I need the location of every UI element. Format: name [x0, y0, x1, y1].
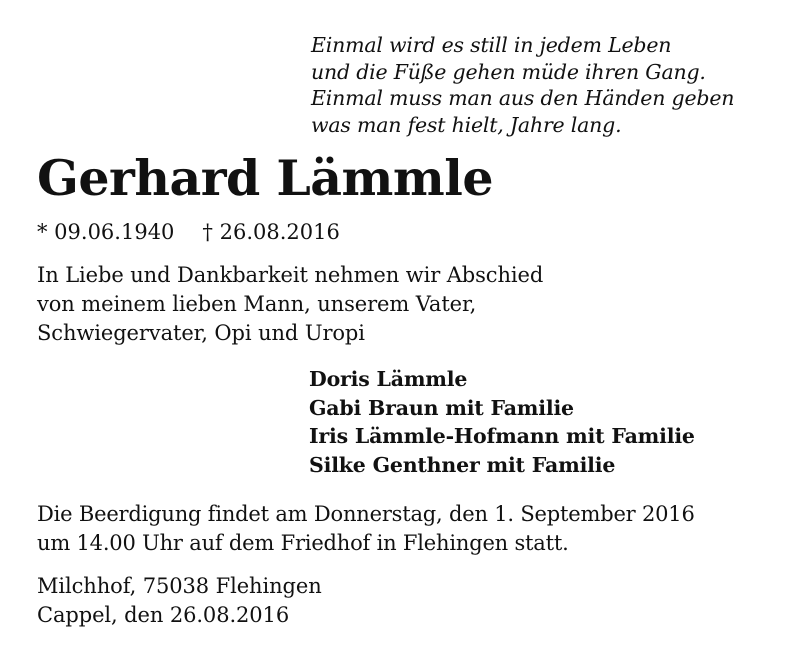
mourners-list	[309, 365, 695, 479]
mourner-name: Iris Lämmle-Hofmann mit Familie	[309, 424, 695, 448]
funeral-notice	[37, 500, 695, 558]
address-line: Cappel, den 26.08.2016	[37, 603, 290, 627]
poem-verse	[311, 32, 734, 138]
poem-line: was man fest hielt, Jahre lang.	[311, 112, 622, 137]
address-line: Milchhof, 75038 Flehingen	[37, 574, 322, 598]
birth-date: * 09.06.1940	[37, 220, 175, 244]
deceased-name: Gerhard Lämmle	[37, 149, 494, 207]
funeral-line: Die Beerdigung findet am Donnerstag, den 1. September 2016	[37, 502, 695, 526]
mourner-name: Silke Genthner mit Familie	[309, 452, 616, 477]
poem-line: Einmal muss man aus den Händen geben	[311, 86, 735, 110]
poem-line: Einmal wird es still in jedem Leben	[311, 33, 672, 57]
address-block	[37, 572, 322, 630]
farewell-text	[37, 261, 543, 348]
farewell-line: In Liebe und Dankbarkeit nehmen wir Abschied	[37, 263, 544, 287]
mourner-name: Gabi Braun mit Familie	[309, 395, 574, 420]
farewell-line: Schwiegervater, Opi und Uropi	[37, 321, 365, 345]
farewell-line: von meinem lieben Mann, unserem Vater,	[37, 292, 477, 316]
mourner-name: Doris Lämmle	[309, 367, 468, 391]
poem-line: und die Füße gehen müde ihren Gang.	[311, 59, 706, 84]
funeral-line: um 14.00 Uhr auf dem Friedhof in Flehingen statt.	[37, 531, 569, 555]
death-date: † 26.08.2016	[202, 220, 340, 244]
life-dates	[37, 218, 340, 246]
